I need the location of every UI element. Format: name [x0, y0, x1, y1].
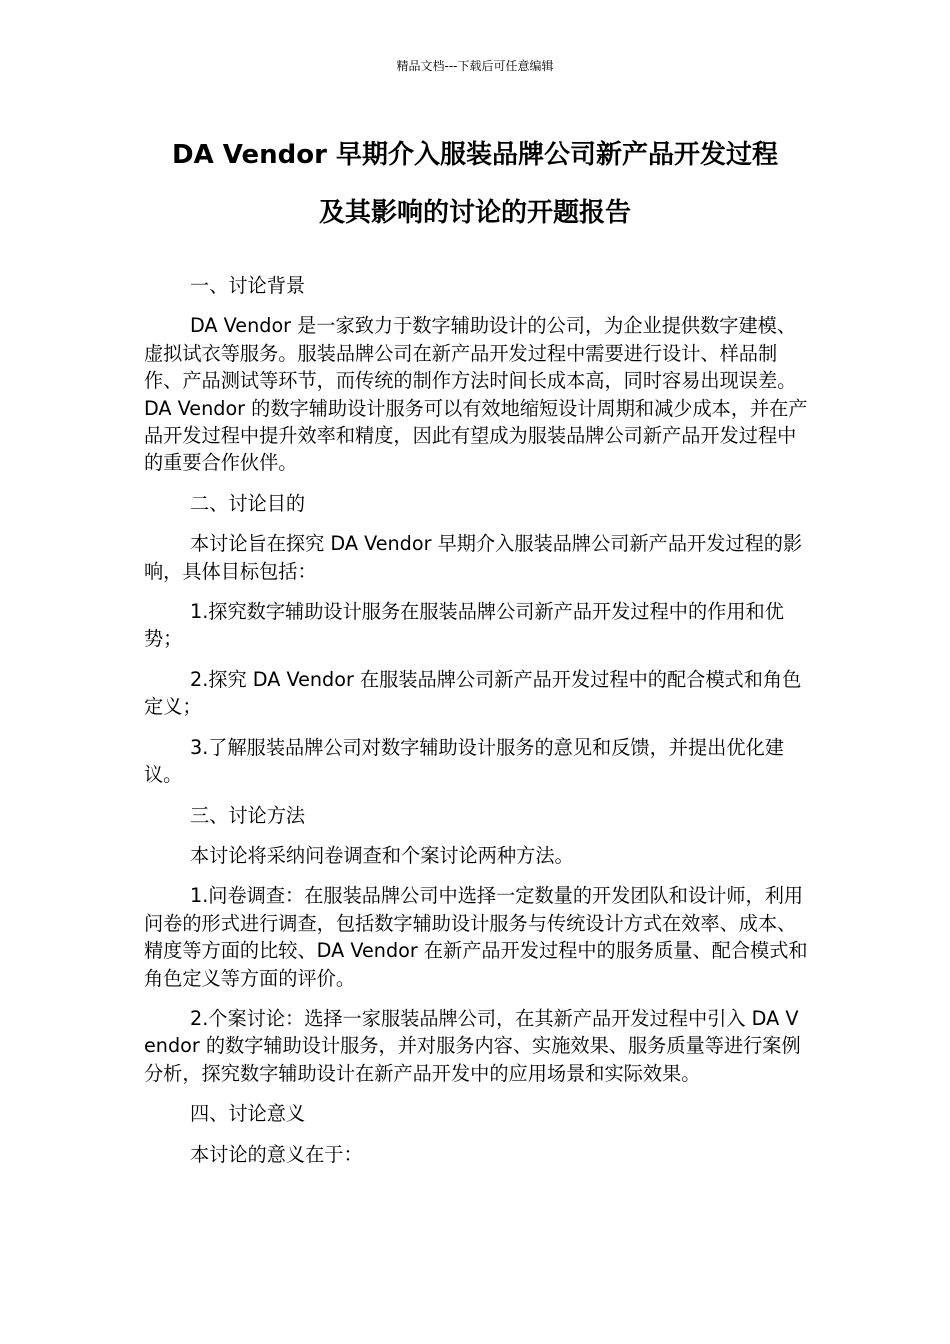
paragraph-method-intro: 本讨论将采纳问卷调查和个案讨论两种方法。 — [190, 843, 574, 867]
header-note: 精品文档---下载后可任意编辑 — [396, 59, 554, 73]
method-item-2: 2.个案讨论：选择一家服装品牌公司，在其新产品开发过程中引入 DA Vendor 的数字辅助设计服务，并对服务内容、实施效果、服务质量等进行案例分析，探究数字辅助设计在新产品开发中的应用场景和实际效果。 — [144, 1006, 801, 1085]
paragraph-significance-intro: 本讨论的意义在于： — [190, 1142, 363, 1166]
section-heading-purpose: 二、讨论目的 — [190, 491, 306, 515]
section-heading-method: 三、讨论方法 — [190, 803, 306, 827]
purpose-item-2: 2.探究 DA Vendor 在服装品牌公司新产品开发过程中的配合模式和角色定义； — [144, 667, 802, 719]
paragraph-purpose-intro: 本讨论旨在探究 DA Vendor 早期介入服装品牌公司新产品开发过程的影响，具体目标包括： — [144, 532, 803, 583]
document-title-line-2: 及其影响的讨论的开题报告 — [318, 198, 631, 228]
method-item-1: 1.问卷调查：在服装品牌公司中选择一定数量的开发团队和设计师，利用问卷的形式进行调查，包括数字辅助设计服务与传统设计方式在效率、成本、精度等方面的比较、DA Vendor 在新产品开发过程中的服务质量、配合模式和角色定义等方面的评价。 — [144, 884, 808, 990]
purpose-item-1: 1.探究数字辅助设计服务在服装品牌公司新产品开发过程中的作用和优势； — [144, 600, 784, 651]
document-body — [144, 272, 808, 1181]
section-heading-background: 一、讨论背景 — [190, 274, 306, 297]
paragraph-background: DA Vendor 是一家致力于数字辅助设计的公司，为企业提供数字建模、虚拟试衣等服务。服装品牌公司在新产品开发过程中需要进行设计、样品制作、产品测试等环节，而传统的制作方法时间长成本高，同时容易出现误差。DA Vendor 的数字辅助设计服务可以有效地缩短设计周期和减少成本，并在产品开发过程中提升效率和精度，因此有望成为服装品牌公司新产品开发过程中的重要合作伙伴。 — [144, 314, 808, 475]
purpose-item-3: 3.了解服装品牌公司对数字辅助设计服务的意见和反馈，并提出优化建议。 — [144, 735, 784, 787]
document-title-line-1: DA Vendor 早期介入服装品牌公司新产品开发过程 — [172, 140, 778, 170]
section-heading-significance: 四、讨论意义 — [190, 1102, 306, 1126]
